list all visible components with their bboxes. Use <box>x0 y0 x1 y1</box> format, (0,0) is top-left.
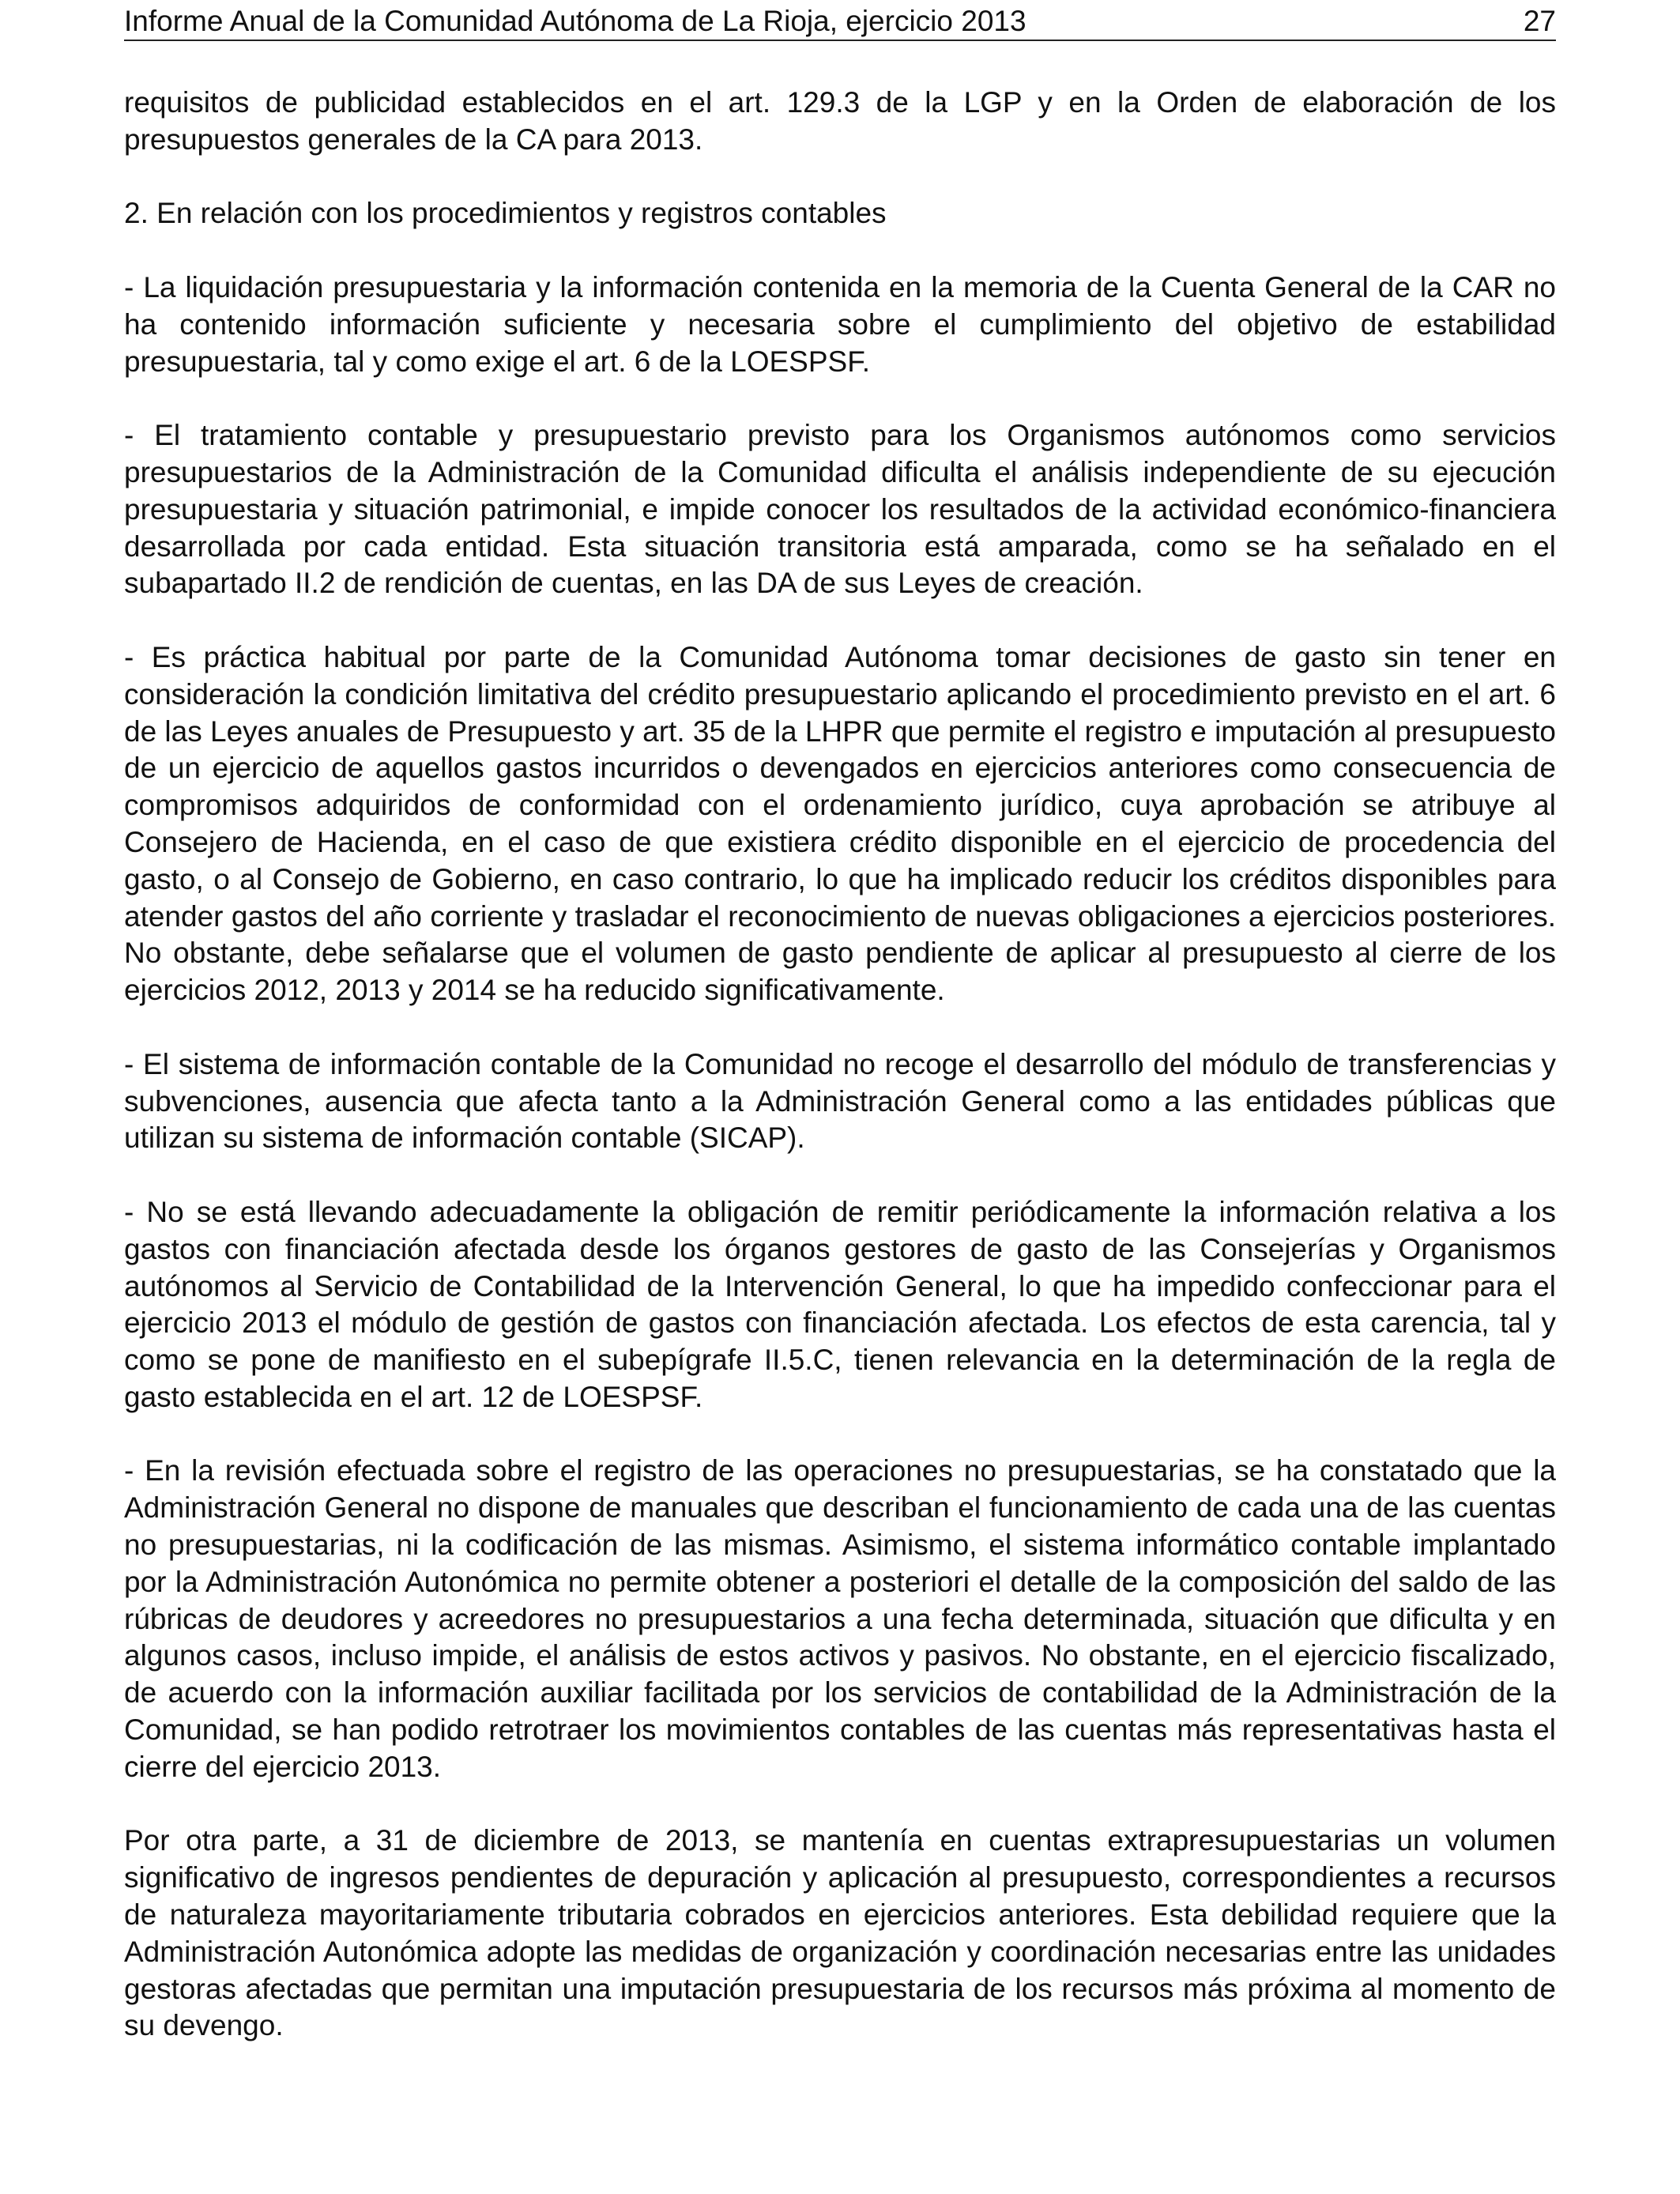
paragraph-autonomous-bodies: - El tratamiento contable y presupuestario previsto para los Organismos autónomos como servicios presupuestarios de la Administración de la Comunidad dificulta el análisis independiente de su ejecución presupuestaria y situación patrimonial, e impide conocer los resultados de la actividad económico-financiera desarrollada por cada entidad. Esta situación transitoria está amparada, como se ha señalado en el subapartado II.2 de rendición de cuentas, en las DA de sus Leyes de creación. <box>124 419 1556 600</box>
paragraph-pending-income: Por otra parte, a 31 de diciembre de 2013, se mantenía en cuentas extrapresupuestarias un volumen significativo de ingresos pendientes de depuración y aplicación al presupuesto, correspondientes a recursos de naturaleza mayoritariamente tributaria cobrados en ejercicios anteriores. Esta debilidad requiere que la Administración Autonómica adopte las medidas de organización y coordinación necesarias entre las unidades gestoras afectadas que permitan una imputación presupuestaria de los recursos más próxima al momento de su devengo. <box>124 1824 1556 2042</box>
paragraph-stability-objective: - La liquidación presupuestaria y la información contenida en la memoria de la Cuenta General de la CAR no ha contenido información suficiente y necesaria sobre el cumplimiento del objetivo de estabilidad presupuestaria, tal y como exige el art. 6 de la LOESPSF. <box>124 270 1556 378</box>
paragraph-accounting-system: - El sistema de información contable de la Comunidad no recoge el desarrollo del módulo de transferencias y subvenciones, ausencia que afecta tanto a la Administración General como a las entidades públicas que utilizan su sistema de información contable (SICAP). <box>124 1047 1556 1155</box>
body-text <box>124 85 1556 2045</box>
paragraph-non-budgetary-operations: - En la revisión efectuada sobre el registro de las operaciones no presupuestarias, se ha constatado que la Administración General no dispone de manuales que describan el funcionamiento de cada una de las cuentas no presupuestarias, ni la codificación de las mismas. Asimismo, el sistema informático contable implantado por la Administración Autonómica no permite obtener a posteriori el detalle de la composición del saldo de las rúbricas de deudores y acreedores no presupuestarios a una fecha determinada, situación que dificulta y en algunos casos, incluso impide, el análisis de estos activos y pasivos. No obstante, en el ejercicio fiscalizado, de acuerdo con la información auxiliar facilitada por los servicios de contabilidad de la Administración de la Comunidad, se han podido retrotraer los movimientos contables de las cuentas más representativas hasta el cierre del ejercicio 2013. <box>124 1454 1556 1783</box>
intro-paragraph: requisitos de publicidad establecidos en el art. 129.3 de la LGP y en la Orden de elaboración de los presupuestos generales de la CA para 2013. <box>124 86 1556 156</box>
page-number: 27 <box>1523 5 1556 37</box>
paragraph-spending-decisions: - Es práctica habitual por parte de la Comunidad Autónoma tomar decisiones de gasto sin tener en consideración la condición limitativa del crédito presupuestario aplicando el procedimiento previsto en el art. 6 de las Leyes anuales de Presupuesto y art. 35 de la LHPR que permite el registro e imputación al presupuesto de un ejercicio de aquellos gastos incurridos o devengados en ejercicios anteriores como consecuencia de compromisos adquiridos de conformidad con el ordenamiento jurídico, cuya aprobación se atribuye al Consejero de Hacienda, en el caso de que existiera crédito disponible en el ejercicio de procedencia del gasto, o al Consejo de Gobierno, en caso contrario, lo que ha implicado reducir los créditos disponibles para atender gastos del año corriente y trasladar el reconocimiento de nuevas obligaciones a ejercicios posteriores. No obstante, debe señalarse que el volumen de gasto pendiente de aplicar al presupuesto al cierre de los ejercicios 2012, 2013 y 2014 se ha reducido significativamente. <box>124 640 1557 1007</box>
paragraph-affected-financing: - No se está llevando adecuadamente la obligación de remitir periódicamente la información relativa a los gastos con financiación afectada desde los órganos gestores de gasto de las Consejerías y Organismos autónomos al Servicio de Contabilidad de la Intervención General, lo que ha impedido confeccionar para el ejercicio 2013 el módulo de gestión de gastos con financiación afectada. Los efectos de esta carencia, tal y como se pone de manifiesto en el subepígrafe II.5.C, tienen relevancia en la determinación de la regla de gasto establecida en el art. 12 de LOESPSF. <box>124 1195 1556 1413</box>
document-page <box>124 0 1556 2194</box>
section-heading: 2. En relación con los procedimientos y registros contables <box>124 197 887 230</box>
report-title: Informe Anual de la Comunidad Autónoma de La Rioja, ejercicio 2013 <box>124 5 1026 37</box>
running-header <box>124 3 1556 41</box>
